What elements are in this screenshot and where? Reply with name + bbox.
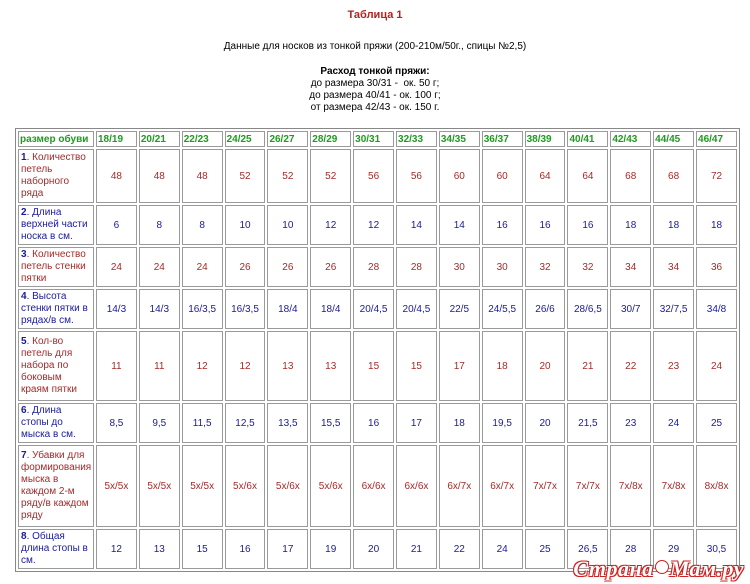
header-row (18, 131, 737, 147)
row-number: 8 (21, 531, 27, 542)
table-cell: 16 (525, 205, 566, 245)
table-cell: 24 (653, 403, 694, 443)
table-cell: 21,5 (567, 403, 608, 443)
size-header: 30/31 (353, 131, 394, 147)
row-number: 2 (21, 207, 27, 218)
table-cell: 32 (567, 247, 608, 287)
table-cell: 14/3 (139, 289, 180, 329)
consumption-title: Расход тонкой пряжи: (320, 66, 430, 77)
table-cell: 16/3,5 (225, 289, 266, 329)
consumption-line: до размера 40/41 - ок. 100 г; (309, 90, 441, 101)
table-cell: 5x/6x (225, 445, 266, 527)
table-cell: 52 (225, 149, 266, 203)
table-cell: 28 (610, 529, 651, 569)
row-number: 3 (21, 249, 27, 260)
watermark-suffix: .ру (716, 556, 744, 581)
size-header: 26/27 (267, 131, 308, 147)
table-cell: 32 (525, 247, 566, 287)
table-cell: 24 (696, 331, 737, 401)
table-cell: 6x/6x (353, 445, 394, 527)
table-cell: 12 (96, 529, 137, 569)
table-cell: 13 (139, 529, 180, 569)
table-cell: 18 (439, 403, 480, 443)
header-label: размер обуви (18, 131, 94, 147)
row-label-text: . Количество петель наборного ряда (21, 152, 86, 199)
size-table (15, 128, 740, 572)
table-cell: 17 (396, 403, 437, 443)
table-cell: 19 (310, 529, 351, 569)
size-header: 38/39 (525, 131, 566, 147)
table-cell: 19,5 (482, 403, 523, 443)
table-cell: 14/3 (96, 289, 137, 329)
table-cell: 48 (139, 149, 180, 203)
table-cell: 52 (267, 149, 308, 203)
row-label (18, 149, 94, 203)
row-label-text: . Общая длина стопы в см. (21, 531, 88, 566)
table-cell: 12 (182, 331, 223, 401)
table-cell: 8,5 (96, 403, 137, 443)
size-header: 28/29 (310, 131, 351, 147)
row-label-text: . Длина стопы до мыска в см. (21, 405, 76, 440)
row-label (18, 403, 94, 443)
table-cell: 15,5 (310, 403, 351, 443)
table-cell: 21 (396, 529, 437, 569)
table-cell: 16 (353, 403, 394, 443)
table-cell: 30/7 (610, 289, 651, 329)
table-row (18, 289, 737, 329)
table-row (18, 331, 737, 401)
size-header: 22/23 (182, 131, 223, 147)
size-header: 34/35 (439, 131, 480, 147)
table-cell: 22 (610, 331, 651, 401)
table-cell: 21 (567, 331, 608, 401)
table-cell: 34 (610, 247, 651, 287)
row-label (18, 289, 94, 329)
table-cell: 15 (182, 529, 223, 569)
table-cell: 18/4 (310, 289, 351, 329)
table-cell: 25 (696, 403, 737, 443)
table-cell: 18 (696, 205, 737, 245)
table-cell: 29 (653, 529, 694, 569)
row-label-text: . Кол-во петель для набора по боковым краям пятки (21, 336, 77, 395)
table-cell: 64 (525, 149, 566, 203)
table-cell: 25 (525, 529, 566, 569)
table-cell: 34/8 (696, 289, 737, 329)
table-cell: 12 (225, 331, 266, 401)
table-cell: 26/6 (525, 289, 566, 329)
row-label (18, 445, 94, 527)
table-cell: 6x/6x (396, 445, 437, 527)
watermark-right: Мам (669, 556, 717, 581)
table-cell: 30,5 (696, 529, 737, 569)
table-cell: 26 (310, 247, 351, 287)
table-cell: 7x/7x (567, 445, 608, 527)
size-header: 32/33 (396, 131, 437, 147)
table-title: Таблица 1 (347, 9, 403, 21)
table-cell: 11 (96, 331, 137, 401)
table-cell: 72 (696, 149, 737, 203)
table-cell: 26 (267, 247, 308, 287)
table-row (18, 445, 737, 527)
table-cell: 24 (139, 247, 180, 287)
table-cell: 60 (482, 149, 523, 203)
table-cell: 11 (139, 331, 180, 401)
table-cell: 18 (610, 205, 651, 245)
row-label-text: . Убавки для формирования мыска в каждом 2-м ряду/в каждом ряду (21, 450, 92, 521)
row-label-text: . Количество петель стенки пятки (21, 249, 86, 284)
table-row (18, 205, 737, 245)
table-cell: 7x/8x (653, 445, 694, 527)
table-cell: 24 (96, 247, 137, 287)
table-cell: 15 (396, 331, 437, 401)
table-cell: 14 (439, 205, 480, 245)
table-cell: 13 (267, 331, 308, 401)
table-cell: 26 (225, 247, 266, 287)
consumption-line: от размера 42/43 - ок. 150 г. (310, 102, 440, 113)
table-cell: 32/7,5 (653, 289, 694, 329)
table-cell: 48 (182, 149, 223, 203)
table-row (18, 149, 737, 203)
table-cell: 23 (653, 331, 694, 401)
row-label (18, 331, 94, 401)
table-cell: 12 (310, 205, 351, 245)
table-cell: 48 (96, 149, 137, 203)
table-cell: 5x/5x (182, 445, 223, 527)
row-label (18, 205, 94, 245)
table-cell: 26,5 (567, 529, 608, 569)
table-cell: 8 (182, 205, 223, 245)
size-header: 40/41 (567, 131, 608, 147)
table-cell: 16 (225, 529, 266, 569)
table-cell: 20 (353, 529, 394, 569)
table-cell: 20/4,5 (353, 289, 394, 329)
row-number: 7 (21, 450, 27, 461)
table-cell: 24 (482, 529, 523, 569)
size-header: 20/21 (139, 131, 180, 147)
table-subtitle: Данные для носков из тонкой пряжи (200-210м/50г., спицы №2,5) (223, 41, 527, 52)
row-number: 6 (21, 405, 27, 416)
table-cell: 23 (610, 403, 651, 443)
table-cell: 24/5,5 (482, 289, 523, 329)
table-cell: 24 (182, 247, 223, 287)
table-cell: 64 (567, 149, 608, 203)
table-cell: 18 (653, 205, 694, 245)
watermark-left: Страна (573, 556, 654, 581)
table-cell: 28/6,5 (567, 289, 608, 329)
row-label (18, 529, 94, 569)
size-header: 18/19 (96, 131, 137, 147)
table-cell: 16 (482, 205, 523, 245)
table-cell: 16/3,5 (182, 289, 223, 329)
table-cell: 5x/6x (267, 445, 308, 527)
table-cell: 34 (653, 247, 694, 287)
table-cell: 7x/7x (525, 445, 566, 527)
table-cell: 56 (396, 149, 437, 203)
row-number: 4 (21, 291, 27, 302)
table-cell: 8x/8x (696, 445, 737, 527)
table-cell: 10 (267, 205, 308, 245)
table-cell: 18/4 (267, 289, 308, 329)
watermark-ball-icon (655, 560, 669, 574)
table-cell: 56 (353, 149, 394, 203)
table-cell: 5x/5x (96, 445, 137, 527)
table-cell: 28 (353, 247, 394, 287)
table-cell: 20 (525, 403, 566, 443)
table-cell: 36 (696, 247, 737, 287)
table-cell: 52 (310, 149, 351, 203)
row-number: 5 (21, 336, 27, 347)
table-cell: 9,5 (139, 403, 180, 443)
table-cell: 12 (353, 205, 394, 245)
table-cell: 10 (225, 205, 266, 245)
table-cell: 16 (567, 205, 608, 245)
table-cell: 60 (439, 149, 480, 203)
table-cell: 68 (653, 149, 694, 203)
table-cell: 14 (396, 205, 437, 245)
watermark (573, 556, 744, 582)
table-cell: 5x/5x (139, 445, 180, 527)
table-cell: 18 (482, 331, 523, 401)
table-row (18, 403, 737, 443)
row-number: 1 (21, 152, 27, 163)
table-cell: 22/5 (439, 289, 480, 329)
row-label-text: . Высота стенки пятки в рядах/в см. (21, 291, 88, 326)
table-cell: 15 (353, 331, 394, 401)
consumption-lines (0, 78, 750, 114)
table-cell: 68 (610, 149, 651, 203)
table-cell: 13,5 (267, 403, 308, 443)
table-cell: 13 (310, 331, 351, 401)
row-label-text: . Длина верхней части носка в см. (21, 207, 88, 242)
table-cell: 22 (439, 529, 480, 569)
table-cell: 20 (525, 331, 566, 401)
row-label (18, 247, 94, 287)
table-cell: 17 (267, 529, 308, 569)
size-header: 44/45 (653, 131, 694, 147)
table-cell: 6x/7x (482, 445, 523, 527)
table-cell: 30 (482, 247, 523, 287)
table-cell: 11,5 (182, 403, 223, 443)
size-header: 46/47 (696, 131, 737, 147)
table-cell: 20/4,5 (396, 289, 437, 329)
table-cell: 12,5 (225, 403, 266, 443)
table-cell: 17 (439, 331, 480, 401)
size-header: 36/37 (482, 131, 523, 147)
table-cell: 6 (96, 205, 137, 245)
table-cell: 28 (396, 247, 437, 287)
table-cell: 6x/7x (439, 445, 480, 527)
consumption-line: до размера 30/31 - ок. 50 г; (310, 78, 440, 89)
table-cell: 30 (439, 247, 480, 287)
table-cell: 5x/6x (310, 445, 351, 527)
table-row (18, 247, 737, 287)
size-header: 24/25 (225, 131, 266, 147)
size-header: 42/43 (610, 131, 651, 147)
table-cell: 7x/8x (610, 445, 651, 527)
table-cell: 8 (139, 205, 180, 245)
